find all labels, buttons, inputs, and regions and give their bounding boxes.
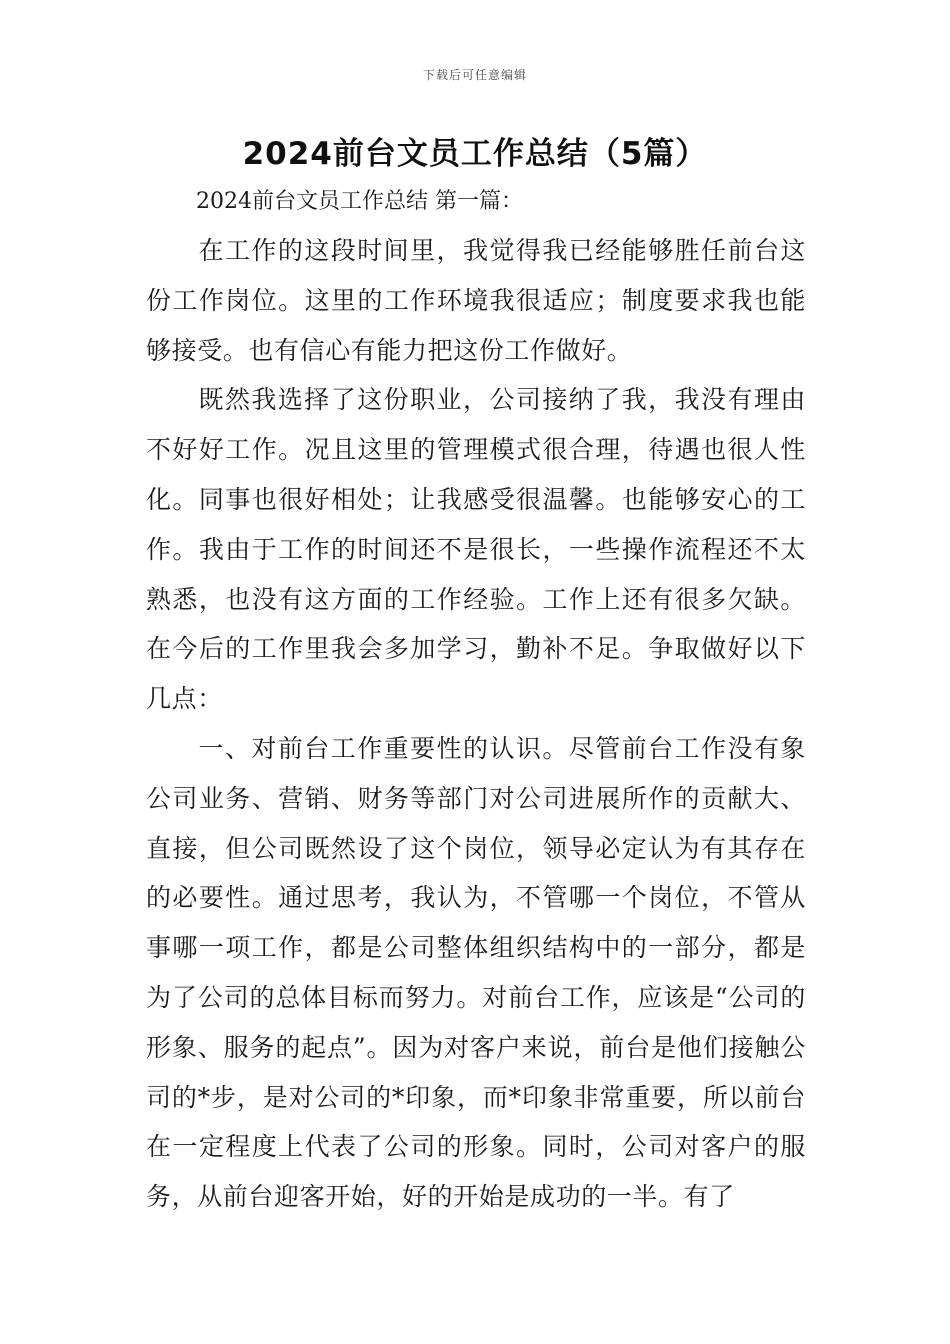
paragraph-3: 一、对前台工作重要性的认识。尽管前台工作没有象公司业务、营销、财务等部门对公司进展所作的贡献大、直接，但公司既然设了这个岗位，领导必定认为有其存在的必要性。通过思考，我认为，不管哪一个岗位，不管从事哪一项工作，都是公司整体组织结构中的一部分，都是为了公司的总体目标而努力。对前台工作，应该是“公司的形象、服务的起点”。因为对客户来说，前台是他们接触公司的*步，是对公司的*印象，而*印象非常重要，所以前台在一定程度上代表了公司的形象。同时，公司对客户的服务，从前台迎客开始，好的开始是成功的一半。有了 (146, 733, 806, 1212)
section-subtitle: 2024前台文员工作总结 第一篇： (196, 189, 523, 214)
paragraph-2: 既然我选择了这份职业，公司接纳了我，我没有理由不好好工作。况且这里的管理模式很合理，待遇也很人性化。同事也很好相处；让我感受很温馨。也能够安心的工作。我由于工作的时间还不是很长，一些操作流程还不太熟悉，也没有这方面的工作经验。工作上还有很多欠缺。在今后的工作里我会多加学习，勤补不足。争取做好以下几点： (146, 385, 806, 714)
header-note: 下载后可任意编辑 (422, 68, 527, 82)
paragraph-1: 在工作的这段时间里，我觉得我已经能够胜任前台这份工作岗位。这里的工作环境我很适应；制度要求我也能够接受。也有信心有能力把这份工作做好。 (146, 236, 806, 365)
body-text (146, 226, 806, 1222)
document-title: 2024前台文员工作总结（5篇） (242, 136, 708, 172)
